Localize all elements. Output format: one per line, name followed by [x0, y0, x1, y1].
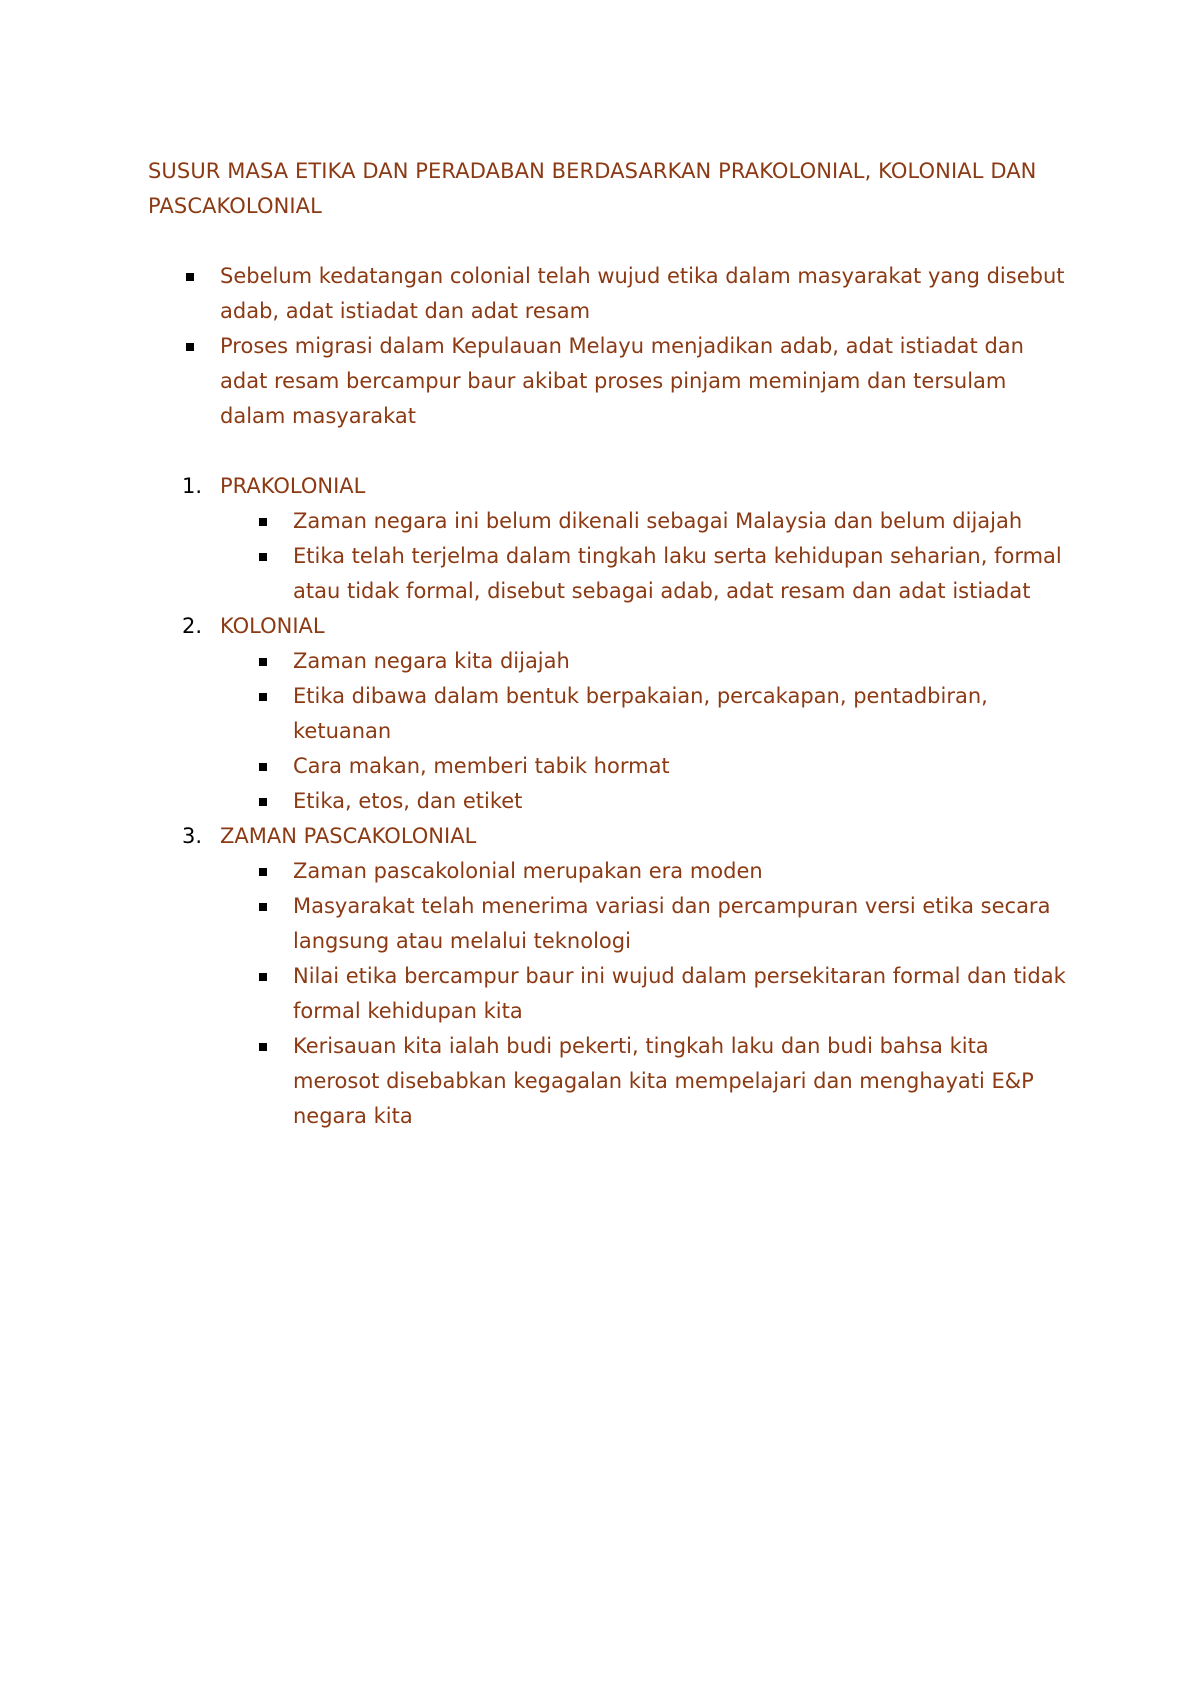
section-heading: ZAMAN PASCAKOLONIAL — [220, 824, 477, 848]
section-point-text: Etika, etos, dan etiket — [293, 789, 523, 813]
intro-point — [148, 259, 1068, 329]
section-pascakolonial — [148, 819, 1068, 1134]
square-bullet-icon — [259, 518, 267, 526]
intro-point-text: Sebelum kedatangan colonial telah wujud etika dalam masyarakat yang disebut adab, adat istiadat dan adat resam — [220, 264, 1065, 323]
section-point — [220, 749, 1068, 784]
section-point — [220, 784, 1068, 819]
section-point — [220, 959, 1068, 1029]
section-point-text: Masyarakat telah menerima variasi dan percampuran versi etika secara langsung atau melalui teknologi — [293, 894, 1051, 953]
square-bullet-icon — [259, 553, 267, 561]
square-bullet-icon — [259, 868, 267, 876]
intro-point-text: Proses migrasi dalam Kepulauan Melayu menjadikan adab, adat istiadat dan adat resam bercampur baur akibat proses pinjam meminjam dan tersulam dalam masyarakat — [220, 334, 1024, 428]
section-point — [220, 889, 1068, 959]
section-point-text: Kerisauan kita ialah budi pekerti, tingkah laku dan budi bahsa kita merosot disebabkan kegagalan kita mempelajari dan menghayati E&P negara kita — [293, 1034, 1034, 1128]
section-point-text: Etika dibawa dalam bentuk berpakaian, percakapan, pentadbiran, ketuanan — [293, 684, 988, 743]
square-bullet-icon — [259, 763, 267, 771]
section-point — [220, 644, 1068, 679]
section-number: 1. — [182, 474, 203, 498]
section-point-text: Zaman pascakolonial merupakan era moden — [293, 859, 763, 883]
square-bullet-icon — [259, 658, 267, 666]
square-bullet-icon — [186, 273, 194, 281]
intro-point — [148, 329, 1068, 434]
section-point-list — [220, 644, 1068, 819]
section-point — [220, 1029, 1068, 1134]
section-point-text: Nilai etika bercampur baur ini wujud dalam persekitaran formal dan tidak formal kehidupan kita — [293, 964, 1066, 1023]
section-point — [220, 504, 1068, 539]
square-bullet-icon — [259, 693, 267, 701]
section-point-text: Zaman negara ini belum dikenali sebagai Malaysia dan belum dijajah — [293, 509, 1023, 533]
square-bullet-icon — [186, 343, 194, 351]
section-point — [220, 679, 1068, 749]
square-bullet-icon — [259, 973, 267, 981]
square-bullet-icon — [259, 798, 267, 806]
section-point — [220, 854, 1068, 889]
section-number: 3. — [182, 824, 203, 848]
section-heading: KOLONIAL — [220, 614, 325, 638]
section-point-text: Zaman negara kita dijajah — [293, 649, 570, 673]
section-point-list — [220, 504, 1068, 609]
square-bullet-icon — [259, 1043, 267, 1051]
section-list — [148, 469, 1068, 1134]
section-point-list — [220, 854, 1068, 1134]
section-point — [220, 539, 1068, 609]
section-prakolonial — [148, 469, 1068, 609]
square-bullet-icon — [259, 903, 267, 911]
document-body — [148, 154, 1068, 1134]
section-kolonial — [148, 609, 1068, 819]
document-title: SUSUR MASA ETIKA DAN PERADABAN BERDASARKAN PRAKOLONIAL, KOLONIAL DAN PASCAKOLONIAL — [148, 159, 1037, 218]
intro-bullet-list — [148, 259, 1068, 434]
section-number: 2. — [182, 614, 203, 638]
section-heading: PRAKOLONIAL — [220, 474, 366, 498]
section-point-text: Cara makan, memberi tabik hormat — [293, 754, 670, 778]
section-point-text: Etika telah terjelma dalam tingkah laku serta kehidupan seharian, formal atau tidak formal, disebut sebagai adab, adat resam dan adat istiadat — [293, 544, 1062, 603]
